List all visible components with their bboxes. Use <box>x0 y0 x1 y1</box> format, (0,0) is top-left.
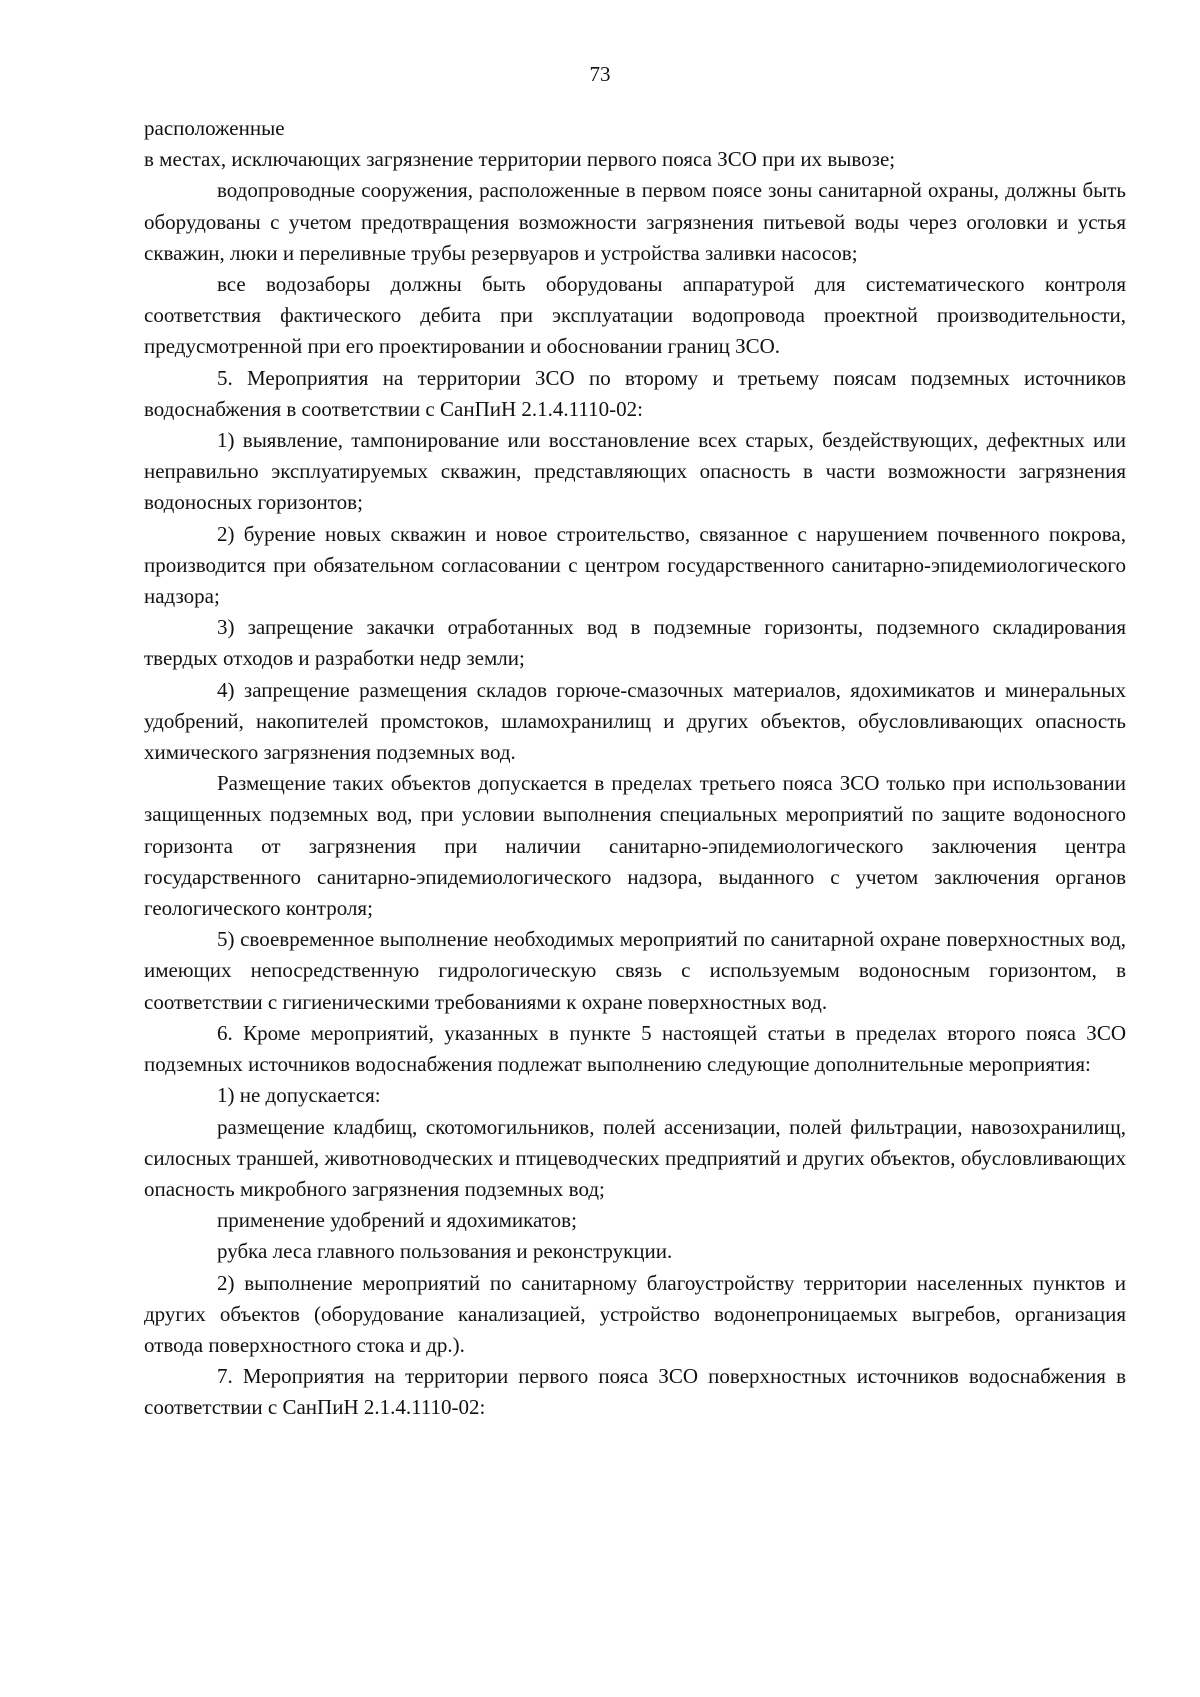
paragraph: Размещение таких объектов допускается в пределах третьего пояса ЗСО только при использовании защищенных подземных вод, при условии выполнения специальных мероприятий по защите водоносного горизонта от загрязнения при наличии санитарно-эпидемиологического заключения центра государственного санитарно-эпидемиологического надзора, выданного с учетом заключения органов геологического контроля; <box>144 771 1126 921</box>
paragraph: 2) бурение новых скважин и новое строительство, связанное с нарушением почвенного покрова, производится при обязательном согласовании с центром государственного санитарно-эпидемиологического надзора; <box>144 521 1126 609</box>
paragraph: 4) запрещение размещения складов горюче-смазочных материалов, ядохимикатов и минеральных удобрений, накопителей промстоков, шламохранилищ и других объектов, обусловливающих опасность химического загрязнения подземных вод. <box>144 677 1126 765</box>
paragraph: 1) не допускается: <box>217 1083 381 1108</box>
paragraph: 3) запрещение закачки отработанных вод в подземные горизонты, подземного складирования твердых отходов и разработки недр земли; <box>144 615 1126 671</box>
paragraph: в местах, исключающих загрязнение территории первого пояса ЗСО при их вывозе; <box>144 147 896 172</box>
paragraph: применение удобрений и ядохимикатов; <box>217 1208 577 1233</box>
paragraph: рубка леса главного пользования и реконструкции. <box>217 1239 673 1264</box>
page-body <box>144 113 1126 1424</box>
paragraph: 2) выполнение мероприятий по санитарному благоустройству территории населенных пунктов и других объектов (оборудование канализацией, устройство водонепроницаемых выгребов, организация отвода поверхностного стока и др.). <box>144 1270 1126 1357</box>
paragraph: 6. Кроме мероприятий, указанных в пункте 5 настоящей статьи в пределах второго пояса ЗСО подземных источников водоснабжения подлежат выполнению следующие дополнительные мероприятия: <box>144 1020 1126 1077</box>
paragraph: водопроводные сооружения, расположенные в первом поясе зоны санитарной охраны, должны быть оборудованы с учетом предотвращения возможности загрязнения питьевой воды через оголовки и устья скважин, люки и переливные трубы резервуаров и устройства заливки насосов; <box>144 178 1126 265</box>
paragraph: 1) выявление, тампонирование или восстановление всех старых, бездействующих, дефектных или неправильно эксплуатируемых скважин, представляющих опасность в части возможности загрязнения водоносных горизонтов; <box>144 428 1126 515</box>
page-number: 73 <box>589 62 611 86</box>
paragraph: расположенные <box>144 116 285 140</box>
paragraph: все водозаборы должны быть оборудованы аппаратурой для систематического контроля соответствия фактического дебита при эксплуатации водопровода проектной производительности, предусмотренной при его проектировании и обосновании границ ЗСО. <box>144 272 1126 359</box>
paragraph: 5. Мероприятия на территории ЗСО по второму и третьему поясам подземных источников водоснабжения в соответствии с СанПиН 2.1.4.1110-02: <box>144 365 1126 421</box>
paragraph: 5) своевременное выполнение необходимых мероприятий по санитарной охране поверхностных вод, имеющих непосредственную гидрологическую связь с используемым водоносным горизонтом, в соответствии с гигиеническими требованиями к охране поверхностных вод. <box>144 927 1126 1014</box>
paragraph: 7. Мероприятия на территории первого пояса ЗСО поверхностных источников водоснабжения в соответствии с СанПиН 2.1.4.1110-02: <box>144 1364 1126 1420</box>
paragraph: размещение кладбищ, скотомогильников, полей ассенизации, полей фильтрации, навозохранилищ, силосных траншей, животноводческих и птицеводческих предприятий и других объектов, обусловливающих опасность микробного загрязнения подземных вод; <box>144 1114 1126 1201</box>
